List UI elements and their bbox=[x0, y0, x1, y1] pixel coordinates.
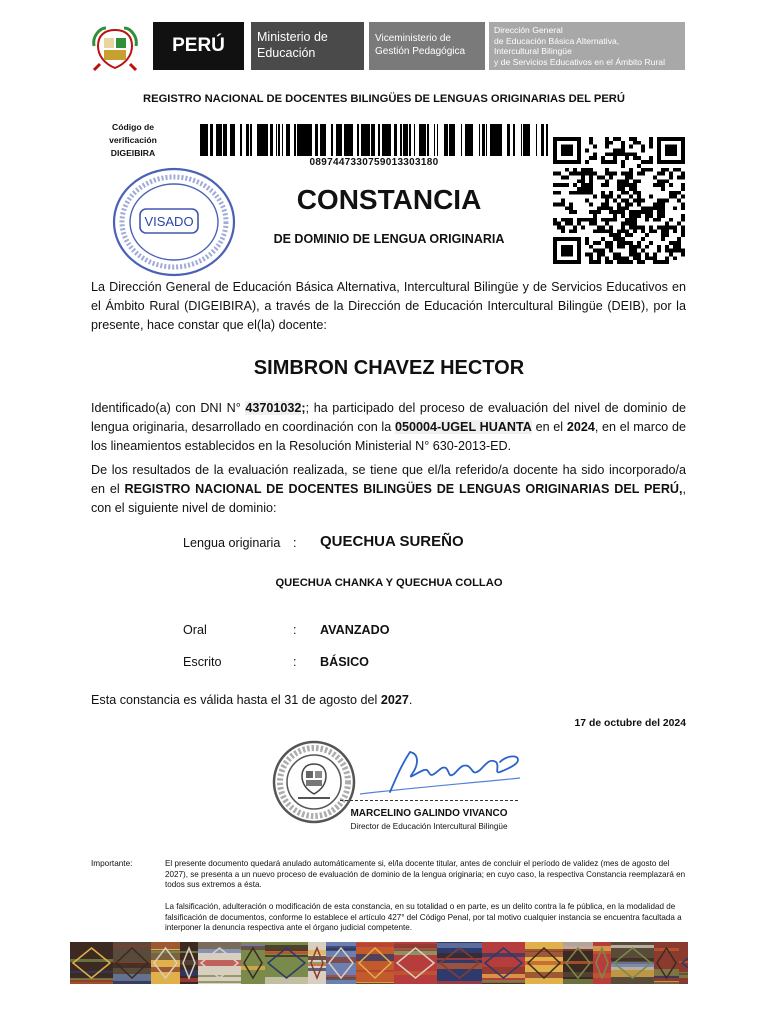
directorate-line: de Educación Básica Alternativa, bbox=[494, 35, 620, 46]
oral-label: Oral bbox=[183, 623, 207, 637]
registry-name: REGISTRO NACIONAL DE DOCENTES BILINGÜES DE LENGUAS ORIGINARIAS DEL PERÚ bbox=[124, 482, 680, 496]
paragraph-text: en el bbox=[531, 420, 567, 434]
signer-name: MARCELINO GALINDO VIVANCO bbox=[350, 808, 508, 819]
document-subtitle: DE DOMINIO DE LENGUA ORIGINARIA bbox=[273, 232, 505, 246]
textile-pattern-band bbox=[70, 942, 688, 984]
ministry-line: Ministerio de bbox=[257, 30, 328, 44]
country-name: PERÚ bbox=[172, 35, 225, 56]
directorate-line: y de Servicios Educativos en el Ámbito Rural bbox=[494, 56, 665, 67]
header-directorate-block bbox=[489, 22, 685, 70]
validity-text: . bbox=[408, 693, 413, 707]
language-value: QUECHUA SUREÑO bbox=[320, 533, 464, 550]
important-label: Importante: bbox=[91, 859, 133, 868]
teacher-name: SIMBRON CHAVEZ HECTOR bbox=[253, 357, 525, 379]
evaluation-year: 2024 bbox=[566, 420, 595, 434]
visado-stamp-icon bbox=[110, 165, 238, 280]
written-label: Escrito bbox=[183, 655, 222, 669]
document-title: CONSTANCIA bbox=[296, 184, 482, 215]
oral-colon: : bbox=[293, 623, 297, 637]
signer-role: Director de Educación Intercultural Bilingüe bbox=[350, 822, 508, 831]
paragraph-text: , con el siguiente nivel de dominio: bbox=[91, 482, 687, 515]
verification-label-line: verificación bbox=[109, 135, 157, 145]
paragraph-text: Identificado(a) con DNI N° bbox=[91, 401, 246, 415]
ugel-value: 050004-UGEL HUANTA bbox=[394, 420, 532, 434]
vice-ministry-line: Viceministerio de bbox=[375, 33, 451, 44]
directorate-line: Dirección General bbox=[494, 25, 563, 35]
important-note-1: El presente documento quedará anulado automáticamente si, el/la docente titular, antes de concluir el período de validez (mes de agosto del 2027), se presenta a un nuevo proceso de evaluación de dominio de la lengua originaria; en cuyo caso, la respectiva Constancia reemplazará en todos sus extremos a ésta. bbox=[165, 859, 686, 889]
signature-line bbox=[340, 800, 518, 801]
verification-code-label bbox=[98, 121, 168, 160]
language-variants: QUECHUA CHANKA Y QUECHUA COLLAO bbox=[275, 577, 503, 589]
barcode-icon bbox=[200, 124, 548, 156]
validity-statement bbox=[91, 693, 412, 707]
written-level-value: BÁSICO bbox=[320, 655, 369, 669]
validity-year: 2027 bbox=[380, 693, 409, 707]
results-paragraph: De los resultados de la evaluación realizada, se tiene que el/la referido/a docente ha sido incorporado/a en el REGISTRO NACIONAL DE DOCENTES BILINGÜES DE LENGUAS ORIGINARIAS DEL PERÚ,, con el siguiente nivel de dominio: bbox=[91, 463, 687, 515]
validity-text: Esta constancia es válida hasta el 31 de agosto del bbox=[91, 693, 381, 707]
intro-paragraph: La Dirección General de Educación Básica Alternativa, Intercultural Bilingüe y de Servicios Educativos en el Ámbito Rural (DIGEIBIRA), a través de la Dirección de Educación Intercultural Bilingüe (DEIB), por la presente, hace constar que el(la) docente: bbox=[91, 280, 686, 332]
language-label: Lengua originaria bbox=[183, 536, 281, 550]
registry-title: REGISTRO NACIONAL DE DOCENTES BILINGÜES DE LENGUAS ORIGINARIAS DEL PERÚ bbox=[143, 93, 625, 105]
verification-label-line: DIGEIBIRA bbox=[110, 148, 156, 158]
identification-paragraph: Identificado(a) con DNI N° 43701032;; ha participado del proceso de evaluación del nivel de dominio de lengua originaria, desarrollado en coordinación con la 050004-UGEL HUANTA en el 2024, en el marco de los lineamientos establecidos en la Resolución Ministerial N° 630-2013-ED. bbox=[91, 401, 686, 453]
ministry-line: Educación bbox=[257, 46, 316, 60]
barcode-number: 0897447330759013303180 bbox=[309, 157, 439, 168]
header-ministry-block bbox=[251, 22, 364, 70]
language-colon: : bbox=[293, 536, 297, 550]
important-note-2: La falsificación, adulteración o modificación de esta constancia, en su totalidad o en parte, es un delito contra la fe pública, en la modalidad de falsificación de documentos, conforme lo establece el artículo 427° del Código Penal, por tal motivo cualquier instancia se encuentra facultada a interponer la denuncia respectiva ante el órgano judicial competente. bbox=[165, 902, 682, 932]
paragraph-text: ; ha participado del proceso de evaluación del nivel de dominio de lengua originaria, desarrollado en coordinación con la bbox=[91, 401, 686, 434]
vice-ministry-line: Gestión Pedagógica bbox=[375, 46, 466, 57]
coat-of-arms-icon bbox=[90, 24, 140, 72]
verification-label-line: Código de bbox=[111, 122, 154, 132]
header-peru-block bbox=[153, 22, 244, 70]
oral-level-value: AVANZADO bbox=[320, 623, 390, 637]
issue-date: 17 de octubre del 2024 bbox=[574, 718, 686, 729]
paragraph-text: , en el marco de los lineamientos establecidos en la Resolución Ministerial N° 630-2013-ED. bbox=[91, 420, 686, 453]
visado-text: VISADO bbox=[144, 214, 194, 229]
header-vice-ministry-block bbox=[369, 22, 485, 70]
directorate-line: Intercultural Bilingüe bbox=[494, 46, 572, 56]
dni-value: 43701032 bbox=[245, 401, 302, 415]
written-colon: : bbox=[293, 655, 297, 669]
signature-icon bbox=[350, 744, 525, 800]
paragraph-text: De los resultados de la evaluación realizada, se tiene que el/la referido/a docente ha sido incorporado/a en el bbox=[91, 463, 686, 496]
